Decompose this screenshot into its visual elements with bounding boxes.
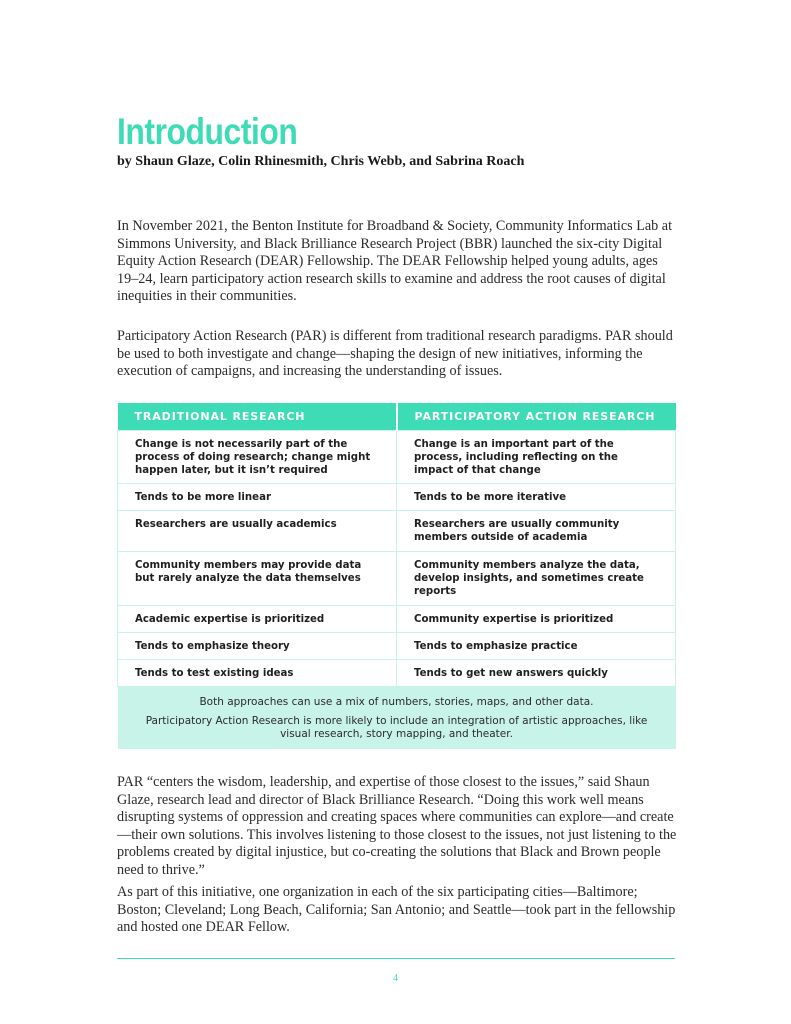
table-row (118, 511, 676, 552)
table-row (118, 484, 676, 511)
footer-note-2: Participatory Action Research is more likely to include an integration of artistic approaches, like visual research, story mapping, and theater. (145, 715, 648, 740)
table-cell: Academic expertise is prioritized (118, 606, 397, 633)
intro-paragraph-1: In November 2021, the Benton Institute for Broadband & Society, Community Informatics Lab at Simmons University, and Black Brilliance Research Project (BBR) launched the six-city Digital Equity Action Research (DEAR) Fellowship. The DEAR Fellowship helped young adults, ages 19–24, learn participatory action research skills to examine and address the root causes of digital inequities in their communities. (117, 218, 673, 305)
table-cell: Tends to get new answers quickly (397, 660, 676, 687)
table-header-row (118, 403, 676, 431)
footer-divider (117, 958, 675, 959)
byline: by Shaun Glaze, Colin Rhinesmith, Chris Webb, and Sabrina Roach (117, 154, 525, 169)
header-traditional-research: TRADITIONAL RESEARCH (118, 403, 397, 431)
table-row (118, 606, 676, 633)
table-cell: Community members analyze the data, develop insights, and sometimes create reports (397, 552, 676, 606)
table-cell: Tends to be more linear (118, 484, 397, 511)
table-cell: Community members may provide data but rarely analyze the data themselves (118, 552, 397, 606)
table-row (118, 633, 676, 660)
table-footer-note (118, 687, 676, 750)
intro-paragraph-2: Participatory Action Research (PAR) is different from traditional research paradigms. PAR should be used to both investigate and change—shaping the design of new initiatives, informing the execution of campaigns, and increasing the understanding of issues. (117, 328, 673, 380)
table-cell: Researchers are usually community members outside of academia (397, 511, 676, 552)
intro-paragraph-3: PAR “centers the wisdom, leadership, and expertise of those closest to the issues,” said Shaun Glaze, research lead and director of Black Brilliance Research. “Doing this work well means disrupting systems of oppression and creating spaces where communities can explore—and create—their own solutions. This involves listening to those closest to the issues, not just listening to the problems created by digital injustice, but co-creating the solutions that Black and Brown people need to thrive.” (117, 774, 677, 878)
footer-note-1: Both approaches can use a mix of numbers, stories, maps, and other data. (199, 696, 594, 708)
table-cell: Tends to be more iterative (397, 484, 676, 511)
page-title: Introduction (117, 111, 298, 152)
page-number: 4 (393, 973, 398, 984)
table-cell: Researchers are usually academics (118, 511, 397, 552)
table-row (118, 660, 676, 687)
comparison-table (117, 403, 676, 749)
header-participatory-action-research: PARTICIPATORY ACTION RESEARCH (397, 403, 676, 431)
table-cell: Change is an important part of the process, including reflecting on the impact of that change (397, 431, 676, 484)
intro-paragraph-4: As part of this initiative, one organization in each of the six participating cities—Baltimore; Boston; Cleveland; Long Beach, California; San Antonio; and Seattle—took part in the fellowship and hosted one DEAR Fellow. (117, 884, 676, 936)
table-cell: Community expertise is prioritized (397, 606, 676, 633)
table-row (118, 552, 676, 606)
table-row (118, 431, 676, 484)
table-footer-row (118, 687, 676, 750)
table-cell: Tends to test existing ideas (118, 660, 397, 687)
table-cell: Tends to emphasize practice (397, 633, 676, 660)
table-cell: Change is not necessarily part of the process of doing research; change might happen later, but it isn’t required (118, 431, 397, 484)
table-cell: Tends to emphasize theory (118, 633, 397, 660)
